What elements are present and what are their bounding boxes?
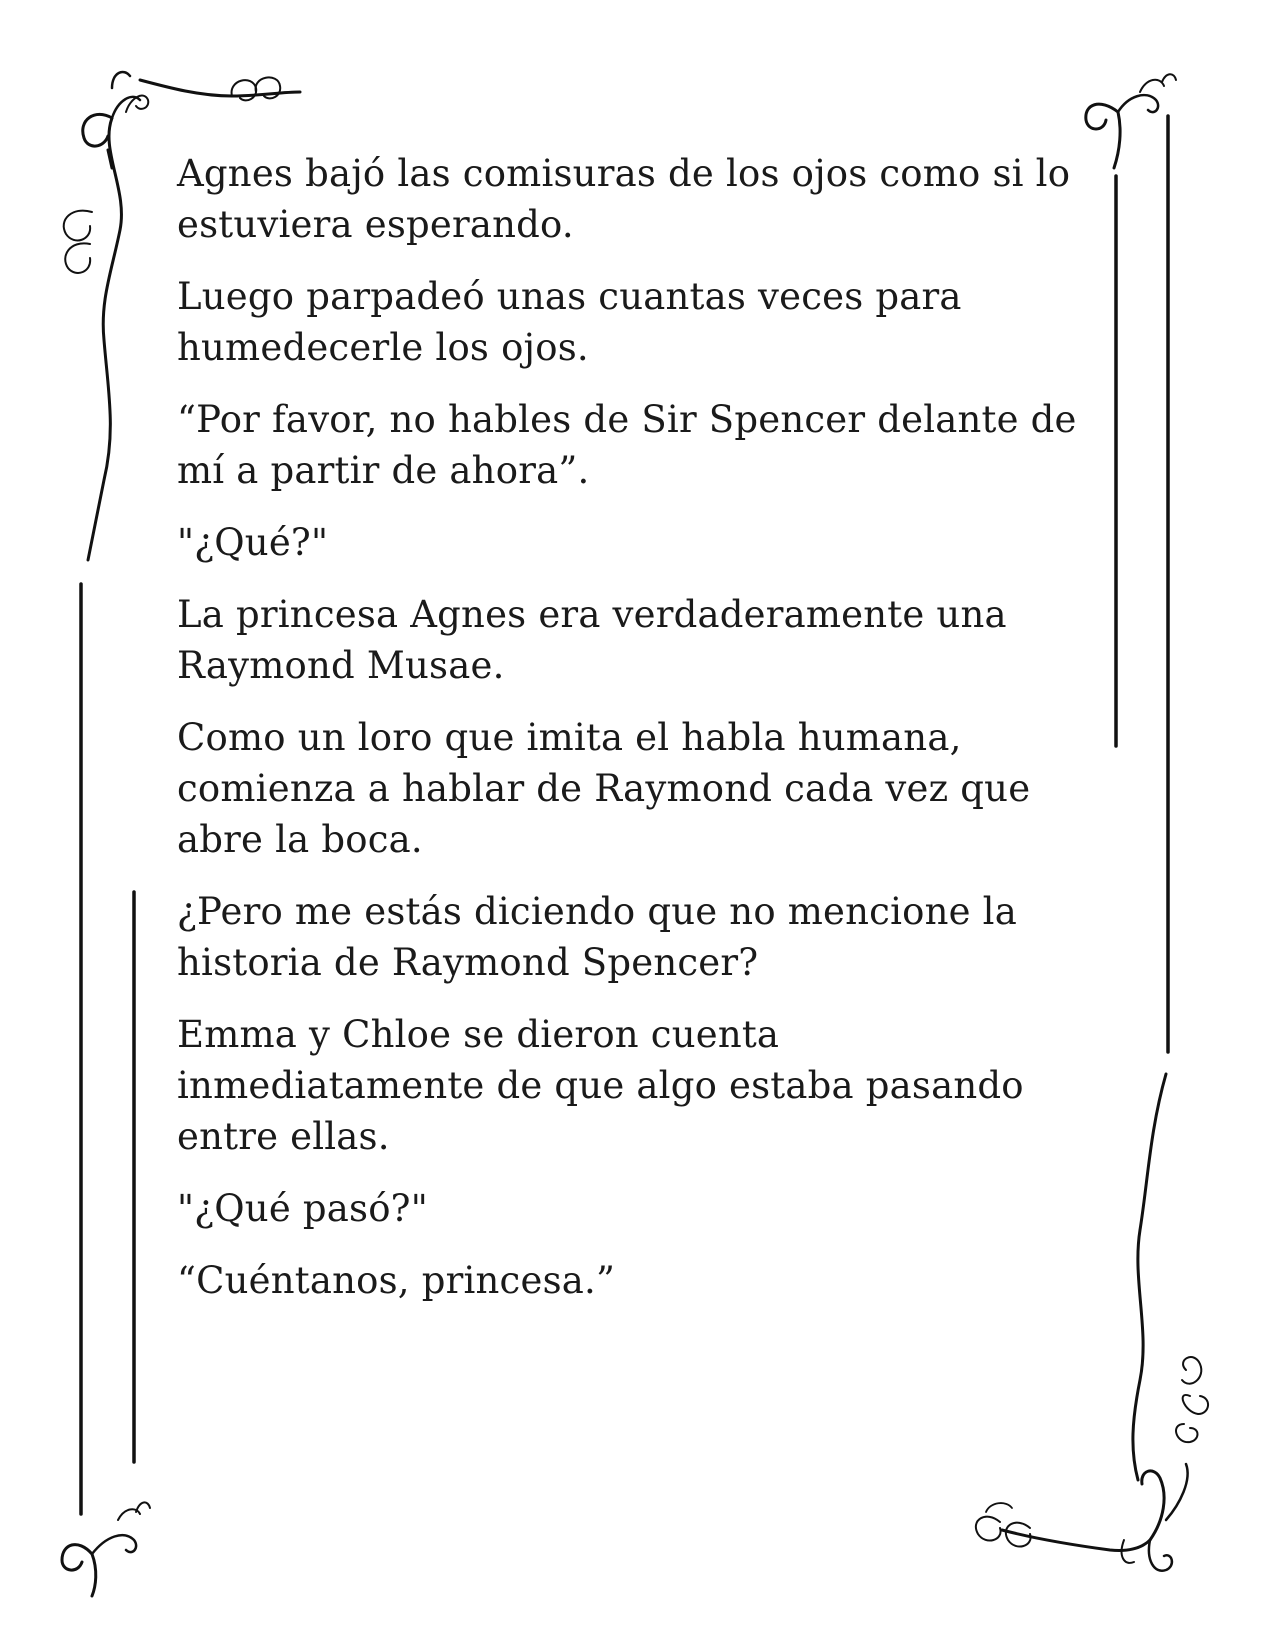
paragraph: Luego parpadeó unas cuantas veces para humedecerle los ojos.	[177, 275, 962, 369]
right-wavy-flourish	[1133, 1074, 1208, 1480]
paragraph: Como un loro que imita el habla humana, comienza a hablar de Raymond cada vez que abre la boca.	[177, 716, 1031, 861]
paragraph: “Cuéntanos, princesa.”	[177, 1259, 616, 1302]
paragraph: Agnes bajó las comisuras de los ojos como si lo estuviera esperando.	[177, 152, 1071, 246]
paragraph: La princesa Agnes era verdaderamente una Raymond Musae.	[177, 593, 1007, 687]
paragraph: Emma y Chloe se dieron cuenta inmediatamente de que algo estaba pasando entre ellas.	[177, 1013, 1024, 1158]
paragraph: “Por favor, no hables de Sir Spencer delante de mí a partir de ahora”.	[177, 398, 1077, 492]
paragraph: "¿Qué?"	[177, 521, 329, 564]
paragraph: "¿Qué pasó?"	[177, 1187, 428, 1230]
bottom-right-flourish	[976, 1464, 1188, 1571]
paragraph: ¿Pero me estás diciendo que no mencione la historia de Raymond Spencer?	[177, 890, 1017, 984]
bottom-left-flourish	[62, 1502, 150, 1596]
top-right-flourish	[1086, 74, 1176, 168]
story-text	[177, 148, 1097, 1327]
